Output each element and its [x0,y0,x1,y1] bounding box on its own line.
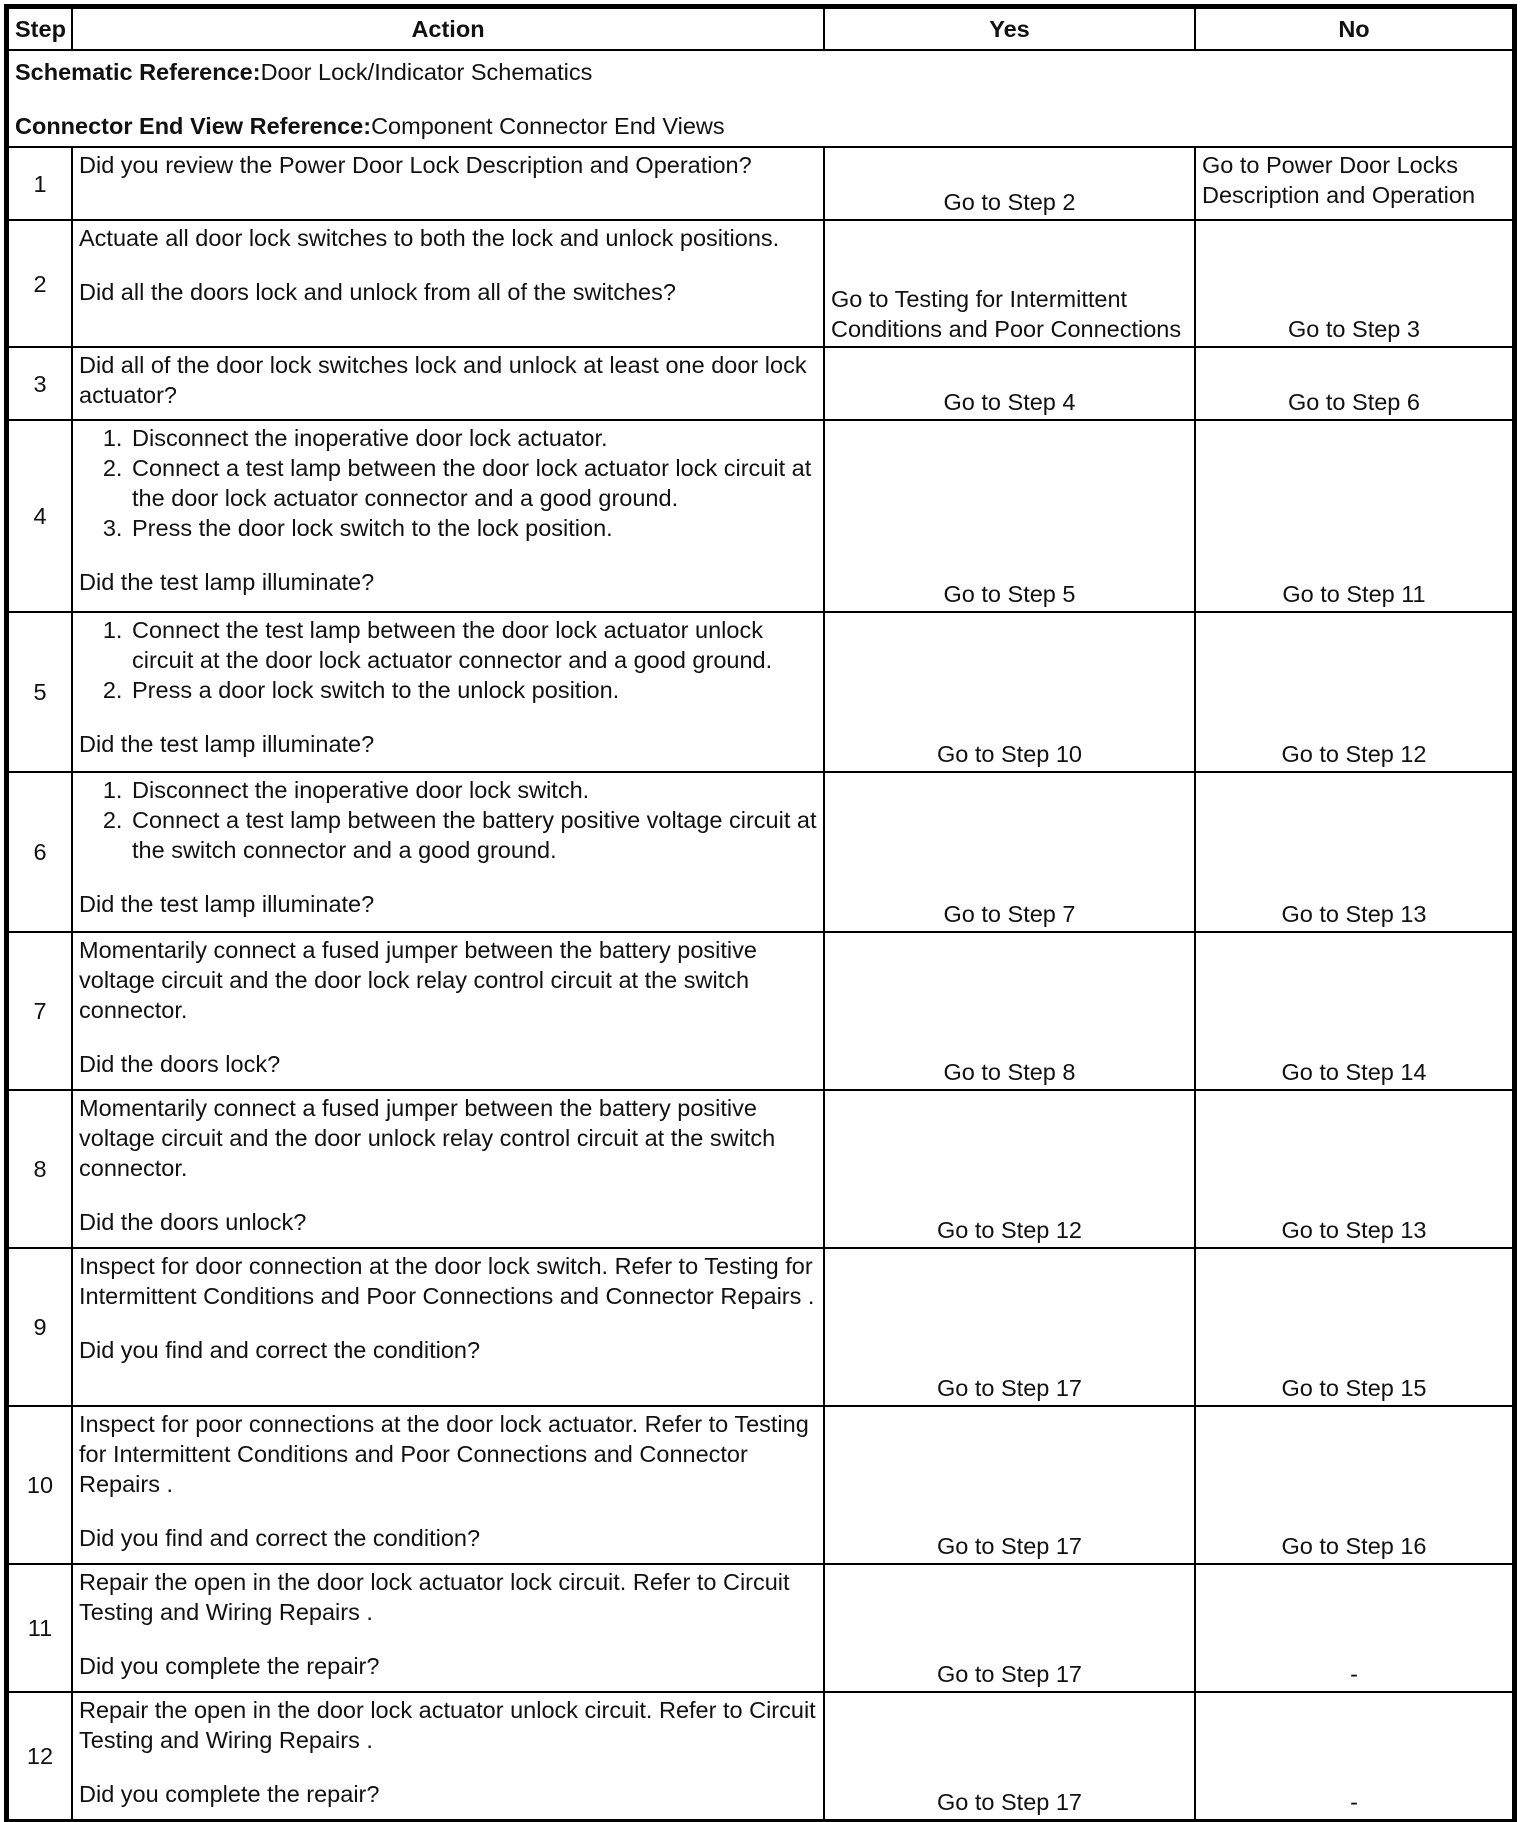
table-row [8,1564,1513,1692]
table-row [8,772,1513,932]
list-item: 2. Press a door lock switch to the unlock position. [129,675,817,705]
step-number: 5 [8,612,72,772]
list-item: 1. Disconnect the inoperative door lock switch. [129,775,817,805]
no-cell[interactable]: Go to Step 11 [1195,420,1513,612]
action-cell [72,612,824,772]
list-item: 1. Disconnect the inoperative door lock actuator. [129,423,817,453]
no-cell[interactable]: Go to Step 12 [1195,612,1513,772]
step-number: 9 [8,1248,72,1406]
no-cell[interactable]: Go to Step 3 [1195,220,1513,347]
yes-cell[interactable]: Go to Step 17 [824,1406,1195,1564]
action-cell [72,932,824,1090]
action-cell [72,347,824,420]
no-cell[interactable]: Go to Step 13 [1195,1090,1513,1248]
action-question: Did you complete the repair? [79,1781,380,1807]
action-cell [72,1090,824,1248]
table-row [8,147,1513,220]
no-cell: - [1195,1692,1513,1820]
connector-reference [15,111,1506,141]
yes-cell[interactable]: Go to Step 17 [824,1692,1195,1820]
references-cell [8,50,1513,147]
schematic-reference-label: Schematic Reference: [15,58,261,85]
action-text: Momentarily connect a fused jumper between the battery positive voltage circuit and the door lock relay control circuit at the switch connector. [79,937,757,1023]
header-row [8,8,1513,50]
action-text: Inspect for poor connections at the door lock actuator. Refer to Testing for Intermittent Conditions and Poor Connections and Connector Repairs . [79,1411,809,1497]
no-cell[interactable]: Go to Step 16 [1195,1406,1513,1564]
action-cell [72,1692,824,1820]
connector-reference-link[interactable]: Component Connector End Views [371,112,725,139]
step-number: 1 [8,147,72,220]
connector-reference-label: Connector End View Reference: [15,112,372,139]
step-number: 8 [8,1090,72,1248]
action-cell [72,772,824,932]
action-text: Did you review the Power Door Lock Description and Operation? [79,152,752,178]
header-no: No [1195,8,1513,50]
yes-cell[interactable]: Go to Step 7 [824,772,1195,932]
action-question: Did you find and correct the condition? [79,1525,481,1551]
action-question: Did the doors lock? [79,1051,281,1077]
header-yes: Yes [824,8,1195,50]
action-cell [72,220,824,347]
action-cell [72,1564,824,1692]
no-cell[interactable]: Go to Power Door Locks Description and Operation [1195,147,1513,220]
action-text: Repair the open in the door lock actuator unlock circuit. Refer to Circuit Testing and Wiring Repairs . [79,1697,816,1753]
table-row [8,612,1513,772]
no-cell[interactable]: Go to Step 6 [1195,347,1513,420]
no-cell: - [1195,1564,1513,1692]
table-row [8,1406,1513,1564]
no-cell[interactable]: Go to Step 14 [1195,932,1513,1090]
action-question: Did the test lamp illuminate? [79,731,375,757]
diagnostic-table [7,7,1514,1821]
no-cell[interactable]: Go to Step 15 [1195,1248,1513,1406]
yes-cell[interactable]: Go to Step 10 [824,612,1195,772]
action-question: Did you complete the repair? [79,1653,380,1679]
yes-cell[interactable]: Go to Step 2 [824,147,1195,220]
step-number: 2 [8,220,72,347]
action-text: Actuate all door lock switches to both the lock and unlock positions. [79,225,780,251]
step-number: 12 [8,1692,72,1820]
step-number: 4 [8,420,72,612]
action-cell [72,1406,824,1564]
table-row [8,1248,1513,1406]
action-list [79,775,817,865]
action-text: Momentarily connect a fused jumper between the battery positive voltage circuit and the door unlock relay control circuit at the switch connector. [79,1095,776,1181]
yes-cell[interactable]: Go to Step 8 [824,932,1195,1090]
table-row [8,220,1513,347]
no-cell[interactable]: Go to Step 13 [1195,772,1513,932]
action-cell [72,1248,824,1406]
table-row [8,347,1513,420]
list-item: 2. Connect a test lamp between the battery positive voltage circuit at the switch connector and a good ground. [129,805,817,865]
list-item: 1. Connect the test lamp between the door lock actuator unlock circuit at the door lock actuator connector and a good ground. [129,615,817,675]
yes-cell[interactable]: Go to Step 4 [824,347,1195,420]
step-number: 7 [8,932,72,1090]
step-number: 3 [8,347,72,420]
action-question: Did all the doors lock and unlock from all of the switches? [79,279,676,305]
action-list [79,423,817,543]
table-row [8,1090,1513,1248]
step-number: 6 [8,772,72,932]
schematic-reference-link[interactable]: Door Lock/Indicator Schematics [260,58,593,85]
header-action: Action [72,8,824,50]
action-text: Did all of the door lock switches lock and unlock at least one door lock actuator? [79,352,807,408]
step-number: 11 [8,1564,72,1692]
step-number: 10 [8,1406,72,1564]
action-list [79,615,817,705]
action-cell [72,147,824,220]
action-question: Did the doors unlock? [79,1209,307,1235]
action-question: Did the test lamp illuminate? [79,569,375,595]
schematic-reference [15,57,1506,87]
table-row [8,932,1513,1090]
action-question: Did the test lamp illuminate? [79,891,375,917]
action-question: Did you find and correct the condition? [79,1337,481,1363]
action-text: Repair the open in the door lock actuator lock circuit. Refer to Circuit Testing and Wiring Repairs . [79,1569,790,1625]
references-row [8,50,1513,147]
header-step: Step [8,8,72,50]
action-text: Inspect for door connection at the door lock switch. Refer to Testing for Intermittent Conditions and Poor Connections and Connector Repairs . [79,1253,815,1309]
yes-cell[interactable]: Go to Step 17 [824,1248,1195,1406]
yes-cell[interactable]: Go to Testing for Intermittent Conditions and Poor Connections [824,220,1195,347]
action-cell [72,420,824,612]
yes-cell[interactable]: Go to Step 5 [824,420,1195,612]
yes-cell[interactable]: Go to Step 17 [824,1564,1195,1692]
yes-cell[interactable]: Go to Step 12 [824,1090,1195,1248]
list-item: 2. Connect a test lamp between the door lock actuator lock circuit at the door lock actuator connector and a good ground. [129,453,817,513]
list-item: 3. Press the door lock switch to the lock position. [129,513,817,543]
table-row [8,1692,1513,1820]
table-row [8,420,1513,612]
